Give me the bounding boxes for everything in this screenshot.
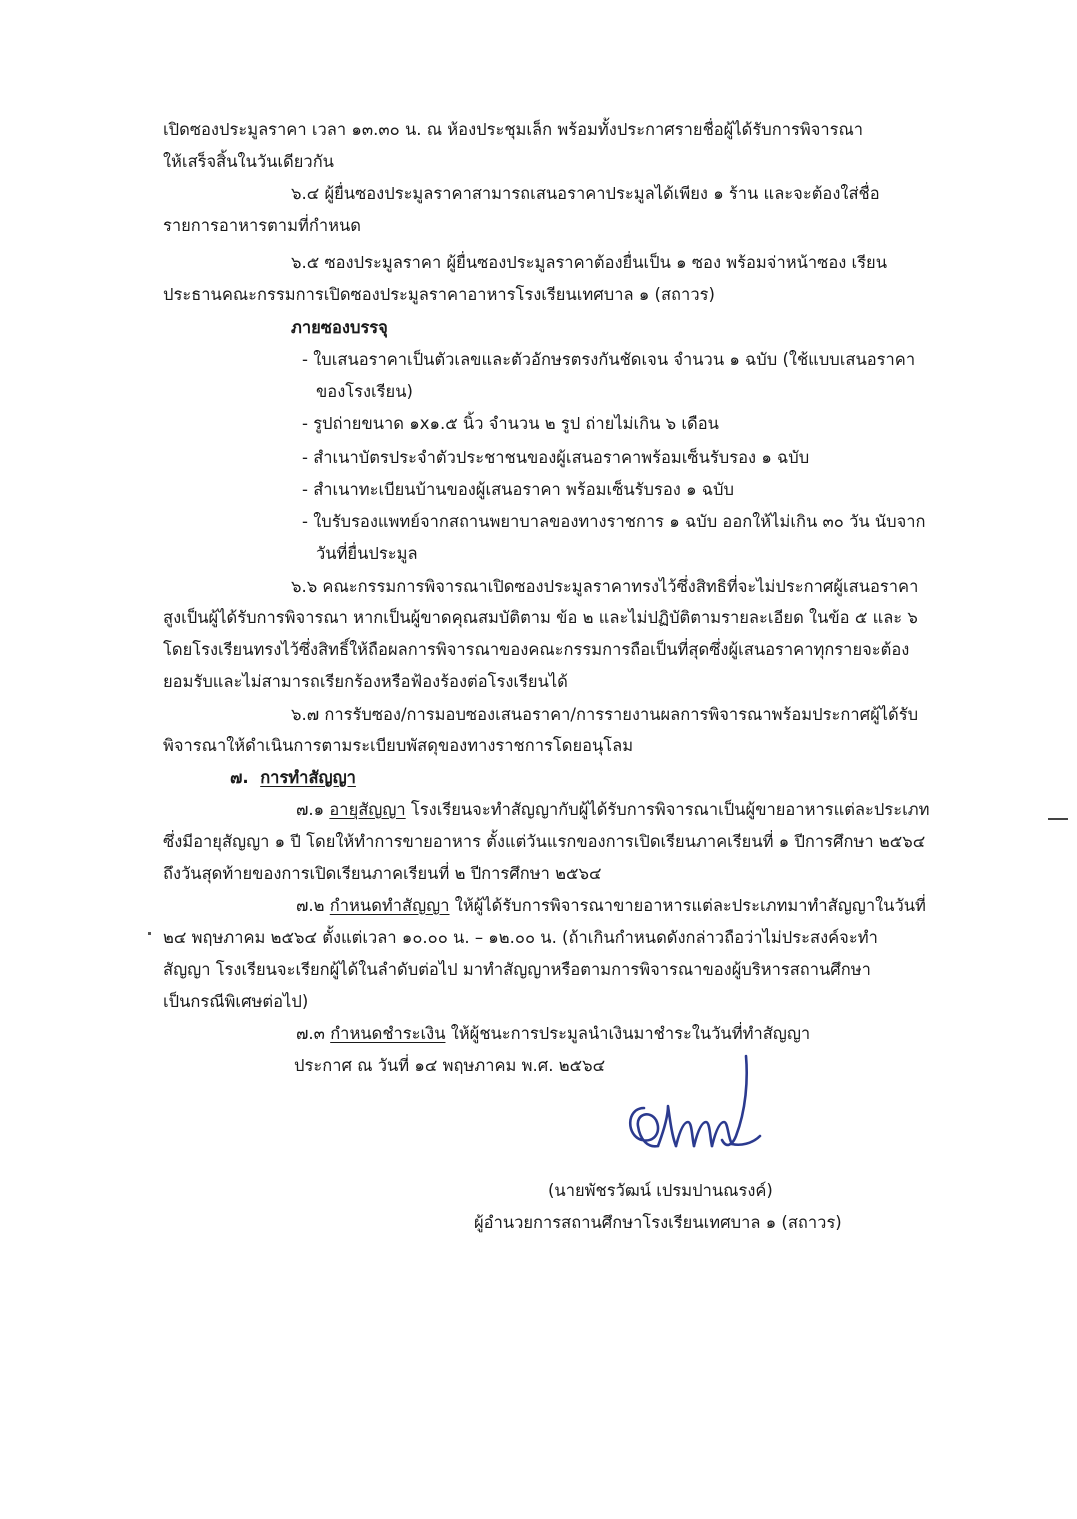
list-item-continued: วันที่ยื่นประมูล [316,544,418,563]
text-line: สูงเป็นผู้ได้รับการพิจารณา หากเป็นผู้ขาดคุณสมบัติตาม ข้อ ๒ และไม่ปฏิบัติตามรายละเอียด ในข้อ ๕ และ ๖ [163,608,918,627]
text-line: เป็นกรณีพิเศษต่อไป) [163,992,309,1011]
clause-7-3 [296,1023,810,1045]
clause-number: ๗.๓ [296,1024,325,1043]
text-line: เปิดซองประมูลราคา เวลา ๑๓.๓๐ น. ณ ห้องประชุมเล็ก พร้อมทั้งประกาศรายชื่อผู้ได้รับการพิจารณา [163,120,864,139]
margin-dot [148,932,151,935]
list-item: - ใบรับรองแพทย์จากสถานพยาบาลของทางราชการ ๑ ฉบับ ออกให้ไม่เกิน ๓๐ วัน นับจาก [302,512,926,531]
clause-title: กำหนดชำระเงิน [330,1024,446,1043]
margin-mark [1048,818,1068,820]
list-item: - ใบเสนอราคาเป็นตัวเลขและตัวอักษรตรงกันชัดเจน จำนวน ๑ ฉบับ (ใช้แบบเสนอราคา [302,350,916,369]
text-line: ๒๔ พฤษภาคม ๒๕๖๔ ตั้งแต่เวลา ๑๐.๐๐ น. – ๑๒.๐๐ น. (ถ้าเกินกำหนดดังกล่าวถือว่าไม่ประสงค์จะทำ [163,928,878,947]
text-line: สัญญา โรงเรียนจะเรียกผู้ได้ในลำดับต่อไป มาทำสัญญาหรือตามการพิจารณาของผู้บริหารสถานศึกษา [163,960,871,979]
text-line: ให้เสร็จสิ้นในวันเดียวกัน [163,152,334,171]
signer-name: (นายพัชรวัฒน์ เปรมปานณรงค์) [548,1181,773,1200]
clause-title: อายุสัญญา [329,800,406,819]
clause-6-4: ๖.๔ ผู้ยื่นซองประมูลราคาสามารถเสนอราคาประมูลได้เพียง ๑ ร้าน และจะต้องใส่ชื่อ [291,184,880,203]
signer-position: ผู้อำนวยการสถานศึกษาโรงเรียนเทศบาล ๑ (สถาวร) [474,1213,842,1232]
list-item: - สำเนาบัตรประจำตัวประชาชนของผู้เสนอราคาพร้อมเซ็นรับรอง ๑ ฉบับ [302,448,810,467]
section-7-heading [230,767,356,789]
clause-6-5: ๖.๕ ซองประมูลราคา ผู้ยื่นซองประมูลราคาต้องยื่นเป็น ๑ ซอง พร้อมจ่าหน้าซอง เรียน [291,253,888,272]
text-line: ถึงวันสุดท้ายของการเปิดเรียนภาคเรียนที่ ๒ ปีการศึกษา ๒๕๖๔ [163,864,602,883]
text-line: พิจารณาให้ดำเนินการตามระเบียบพัสดุของทางราชการโดยอนุโลม [163,736,634,755]
clause-text: โรงเรียนจะทำสัญญากับผู้ได้รับการพิจารณาเป็นผู้ขายอาหารแต่ละประเภท [405,800,930,819]
clause-7-2 [296,895,926,917]
announcement-date: ประกาศ ณ วันที่ ๑๔ พฤษภาคม พ.ศ. ๒๕๖๔ [294,1056,606,1075]
clause-6-6: ๖.๖ คณะกรรมการพิจารณาเปิดซองประมูลราคาทรงไว้ซึ่งสิทธิที่จะไม่ประกาศผู้เสนอราคา [291,577,919,596]
envelope-contents-heading: ภายซองบรรจุ [291,318,388,337]
clause-number: ๗.๑ [296,800,325,819]
text-line: โดยโรงเรียนทรงไว้ซึ่งสิทธิ์ให้ถือผลการพิจารณาของคณะกรรมการถือเป็นที่สุดซึ่งผู้เสนอราคาทุกรายจะต้อง [163,640,910,659]
list-item: - รูปถ่ายขนาด ๑x๑.๕ นิ้ว จำนวน ๒ รูป ถ่ายไม่เกิน ๖ เดือน [302,414,719,433]
list-item: - สำเนาทะเบียนบ้านของผู้เสนอราคา พร้อมเซ็นรับรอง ๑ ฉบับ [302,480,734,499]
text-line: ซึ่งมีอายุสัญญา ๑ ปี โดยให้ทำการขายอาหาร ตั้งแต่วันแรกของการเปิดเรียนภาคเรียนที่ ๑ ปีการศึกษา ๒๕๖๔ [163,832,926,851]
clause-number: ๗.๒ [296,896,325,915]
clause-6-7: ๖.๗ การรับซอง/การมอบซองเสนอราคา/การรายงานผลการพิจารณาพร้อมประกาศผู้ได้รับ [291,705,919,724]
text-line: รายการอาหารตามที่กำหนด [163,216,361,235]
clause-text: ให้ผู้ได้รับการพิจารณาขายอาหารแต่ละประเภทมาทำสัญญาในวันที่ [449,896,926,915]
list-item-continued: ของโรงเรียน) [316,382,413,401]
signature-image [618,1050,768,1162]
text-line: ประธานคณะกรรมการเปิดซองประมูลราคาอาหารโรงเรียนเทศบาล ๑ (สถาวร) [163,285,715,304]
clause-text: ให้ผู้ชนะการประมูลนำเงินมาชำระในวันที่ทำสัญญา [445,1024,811,1043]
section-title: การทำสัญญา [260,768,356,787]
text-line: ยอมรับและไม่สามารถเรียกร้องหรือฟ้องร้องต่อโรงเรียนได้ [163,672,568,691]
clause-7-1 [296,799,930,821]
section-number: ๗. [230,768,249,787]
clause-title: กำหนดทำสัญญา [329,896,450,915]
